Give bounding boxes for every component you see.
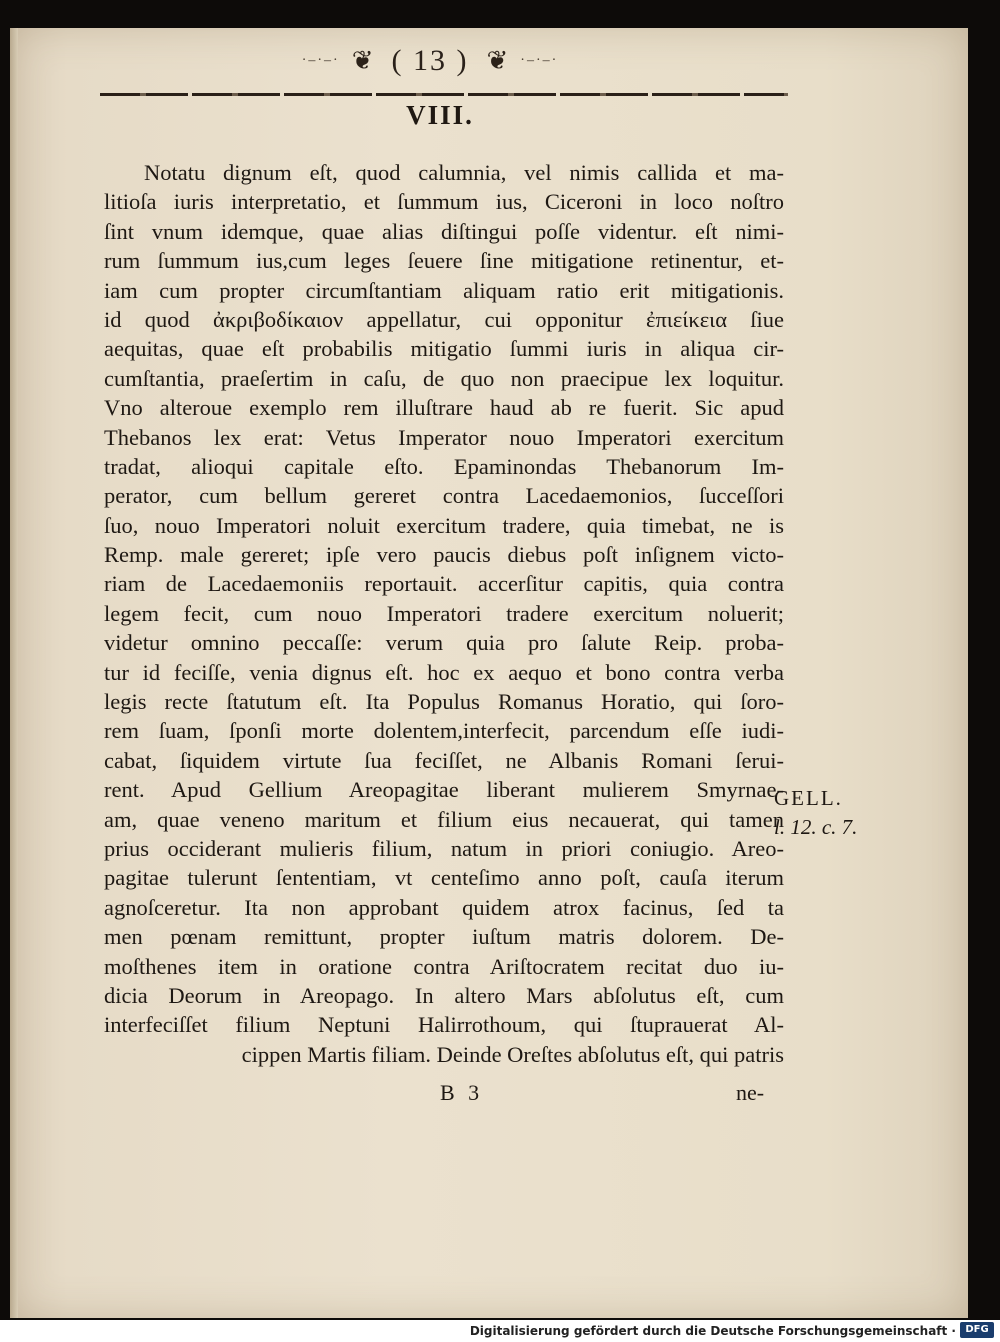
text-line: riam de Lacedaemoniis reportauit. accerſitur capitis, quia contra bbox=[104, 571, 784, 597]
text-line: tradat, alioqui capitale eſto. Epaminondas Thebanorum Im- bbox=[104, 453, 784, 479]
text-line: men pœnam remittunt, propter iuſtum matris dolorem. De- bbox=[104, 924, 784, 950]
marginal-note-author: GELL. bbox=[774, 786, 843, 810]
marginal-note bbox=[774, 784, 884, 842]
text-line: Vno alteroue exemplo rem illuſtrare haud ab re fuerit. Sic apud bbox=[104, 395, 784, 421]
text-line: rent. Apud Gellium Areopagitae liberant mulierem Smyrnae- bbox=[104, 777, 784, 803]
text-line: prius occiderant mulieris filium, natum in priori coniugio. Areo- bbox=[104, 835, 784, 861]
text-line: Notatu dignum eſt, quod calumnia, vel nimis callida et ma- bbox=[144, 160, 784, 185]
header-rule bbox=[100, 93, 788, 96]
text-line: ſint vnum idemque, quae alias diſtingui poſſe videntur. eſt nimi- bbox=[104, 218, 784, 244]
text-line: ſuo, nouo Imperatori noluit exercitum tradere, quia timebat, ne is bbox=[104, 512, 784, 538]
text-line: id quod ἀκριβοδίκαιον appellatur, cui opponitur ἐπιείκεια ſiue bbox=[104, 306, 784, 332]
dfg-logo-icon: DFG bbox=[960, 1322, 994, 1338]
text-line: cippen Martis filiam. Deinde Oreſtes abſolutus eſt, qui patris bbox=[241, 1041, 784, 1067]
text-line: interfeciſſet filium Neptuni Halirrothoum, qui ſtuprauerat Al- bbox=[104, 1012, 784, 1038]
text-line: aequitas, quae eſt probabilis mitigatio ſummi iuris in aliqua cir- bbox=[104, 336, 784, 362]
signature-mark: B 3 bbox=[440, 1080, 484, 1105]
fleuron-right-icon: ❦ bbox=[486, 46, 509, 75]
body-text bbox=[104, 158, 784, 1069]
page-number: ( 13 ) bbox=[391, 44, 469, 77]
text-line: moſthenes item in oratione contra Ariſtocratem recitat duo iu- bbox=[104, 953, 784, 979]
section-title: VIII. bbox=[406, 100, 474, 130]
page-header bbox=[90, 44, 770, 84]
catchword: ne- bbox=[736, 1080, 765, 1105]
text-line: legem fecit, cum nouo Imperatori tradere exercitum noluerit; bbox=[104, 600, 784, 626]
text-line: agnoſceretur. Ita non approbant quidem atrox facinus, ſed ta bbox=[104, 894, 784, 920]
marginal-note-reference: l. 12. c. 7. bbox=[774, 815, 858, 839]
text-line: rem ſuam, ſponſi morte dolentem,interfecit, parcendum eſſe iudi- bbox=[104, 718, 784, 744]
text-line: legis recte ſtatutum eſt. Ita Populus Romanus Horatio, qui ſoro- bbox=[104, 689, 784, 715]
page-gutter-edge bbox=[10, 28, 18, 1318]
header-dots-right: ·–·–· bbox=[520, 53, 559, 68]
text-line: litioſa iuris interpretatio, et ſummum ius, Ciceroni in loco noſtro bbox=[104, 189, 784, 215]
text-line: perator, cum bellum gereret contra Lacedaemonios, ſucceſſori bbox=[104, 483, 784, 509]
text-line: iam cum propter circumſtantiam aliquam ratio erit mitigationis. bbox=[104, 277, 784, 303]
text-line: videtur omnino peccaſſe: verum quia pro ſalute Reip. proba- bbox=[104, 630, 784, 656]
text-line: Remp. male gereret; ipſe vero paucis diebus poſt inſignem victo- bbox=[104, 542, 784, 568]
text-line: dicia Deorum in Areopago. In altero Mars abſolutus eſt, cum bbox=[104, 982, 784, 1008]
text-line: pagitae tulerunt ſententiam, vt centeſimo anno poſt, cauſa iterum bbox=[104, 865, 784, 891]
text-line: am, quae veneno maritum et filium eius necauerat, qui tamen bbox=[104, 806, 784, 832]
text-line: cabat, ſiquidem virtute ſua feciſſet, ne Albanis Romani ſerui- bbox=[104, 747, 784, 773]
text-line: cumſtantia, praeſertim in caſu, de quo non praecipue lex loquitur. bbox=[104, 365, 784, 391]
text-line: tur id feciſſe, venia dignus eſt. hoc ex aequo et bono contra verba bbox=[104, 659, 784, 685]
footer-credit: Digitalisierung gefördert durch die Deutsche Forschungsgemeinschaft · bbox=[469, 1324, 956, 1338]
header-dots-left: ·–·–· bbox=[301, 53, 340, 68]
fleuron-left-icon: ❦ bbox=[351, 46, 374, 75]
text-line: rum ſummum ius,cum leges ſeuere ſine mitigatione retinentur, et- bbox=[104, 248, 784, 274]
text-line: Thebanos lex erat: Vetus Imperator nouo Imperatori exercitum bbox=[104, 424, 784, 450]
